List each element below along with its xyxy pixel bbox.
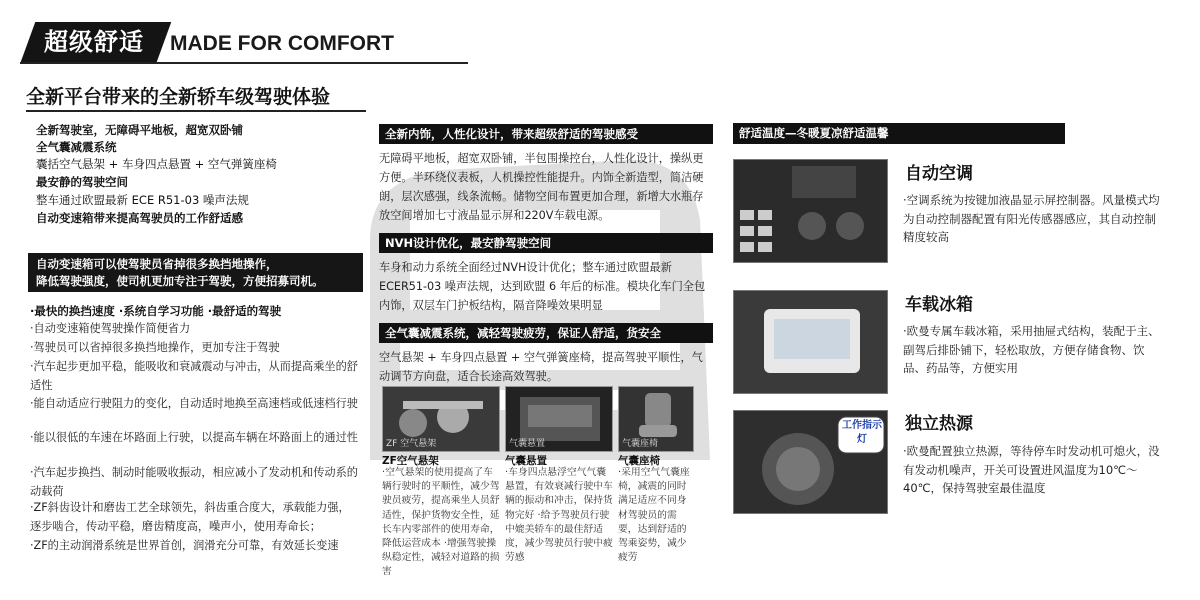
feature-line-1: 全新驾驶室，无障碍平地板，超宽双卧铺 — [36, 123, 243, 137]
section-head-airbag: 全气囊减震系统，减轻驾驶疲劳，保证人舒适，货安全 — [379, 323, 713, 343]
section-text-interior: 无障碍平地板，超宽双卧铺，半包围操控台，人性化设计，操纵更方便。半环绕仪表板，人机操控性能提升。内饰全新造型，简洁硬朗，层次感强，线条流畅。储物空间布置更加合理，新增大水瓶存放空间增加七寸液晶显示屏和220V车载电源。 — [379, 152, 704, 222]
feature-line-5: 整车通过欧盟最新 ECE R51-03 噪声法规 — [36, 193, 249, 207]
feature-line-2: 全气囊减震系统 — [36, 140, 117, 154]
section-text-nvh: 车身和动力系统全面经过NVH设计优化；整车通过欧盟最新ECER51-03 噪声法规，达到欧盟 6 年后的标准。模块化车门全包内饰，双层车门护板结构，隔音降噪效果明显 — [379, 261, 706, 312]
feature-line-6: 自动变速箱带来提高驾驶员的工作舒适感 — [36, 211, 243, 225]
item-text-fridge: ·欧曼专属车载冰箱，采用抽屉式结构，装配于主、副驾后排卧铺下，轻松取放，方便存储食物、饮品、药品等，方便实用 — [903, 324, 1160, 375]
bullet-item: ·ZF斜齿设计和磨齿工艺全球领先，斜齿重合度大，承载能力强，逐步啮合，传动平稳，磨齿精度高，噪声小，使用寿命长； — [30, 501, 350, 533]
section-head-interior: 全新内饰，人性化设计，带来超级舒适的驾驶感受 — [379, 124, 713, 144]
header-underline — [20, 62, 468, 64]
page-subtitle: 全新平台带来的全新轿车级驾驶体验 — [26, 86, 331, 108]
bullet-item: ·能以很低的车速在坏路面上行驶，以提高车辆在坏路面上的通过性 — [30, 431, 358, 444]
item-text-heater: ·欧曼配置独立热源，等待停车时发动机可熄火，没有发动机噪声，开关可设置进风温度为10℃～40℃，保持驾驶室最佳温度 — [903, 444, 1160, 495]
item-title-heater: 独立热源 — [905, 414, 973, 434]
column-text-air-seat: ·采用空气气囊座椅，减震的同时满足适应不同身材驾驶员的需要，达到舒适的驾乘姿势，减少疲劳 — [618, 467, 690, 564]
bullet-item: ·自动变速箱使驾驶操作简便省力 — [30, 322, 191, 335]
air-seat-photo — [618, 386, 694, 452]
column-text-cab-suspension: ·车身四点悬浮空气气囊悬置，有效衰减行驶中车辆的振动和冲击，保持货物完好 ·给予驾驶员行驶中媲美轿车的最佳舒适度，减少驾驶员行驶中疲劳感 — [505, 467, 613, 564]
fridge-illustration — [734, 291, 888, 394]
feature-line-3: 囊括空气悬架 + 车身四点悬置 + 空气弹簧座椅 — [36, 157, 277, 171]
photo-caption: ZF 空气悬架 — [386, 439, 437, 449]
photo-caption: 气囊悬置 — [509, 439, 546, 449]
right-section-head: 舒适温度—冬暖夏凉舒适温馨 — [733, 123, 1065, 144]
indicator-light-label: 工作指示灯 — [842, 420, 882, 445]
banner-line-1: 自动变速箱可以使驾驶员省掉很多换挡地操作， — [36, 257, 278, 271]
ac-panel-illustration — [734, 160, 888, 263]
fridge-photo — [733, 290, 888, 394]
bullet-item: ·汽车起步换挡、制动时能吸收振动，相应减小了发动机和传动系的动载荷 — [30, 466, 358, 498]
header-title-en: MADE FOR COMFORT — [170, 32, 394, 55]
section-text-airbag: 空气悬架 + 车身四点悬置 + 空气弹簧座椅，提高驾驶平顺性，气动调节方向盘，适合长途高效驾驶。 — [379, 351, 703, 383]
bullet-item: ·驾驶员可以省掉很多换挡地操作，更加专注于驾驶 — [30, 341, 280, 354]
ac-control-photo — [733, 159, 888, 263]
item-text-ac: ·空调系统为按键加液晶显示屏控制器。风量模式均为自动控制器配置有阳光传感器感应，其自动控制精度较高 — [903, 193, 1160, 244]
bullet-item: ·能自动适应行驶阻力的变化，自动适时地换至高速档或低速档行驶 — [30, 397, 358, 410]
header-title-cn: 超级舒适 — [44, 28, 144, 56]
column-text-air-suspension: ·空气悬架的使用提高了车辆行驶时的平顺性，减少驾驶员疲劳，提高乘坐人员舒适性，保护货物安全性，延长车内零部件的使用寿命，降低运营成本 ·增强驾驶操纵稳定性，减轻对道路的损害 — [382, 467, 500, 578]
item-title-fridge: 车载冰箱 — [905, 295, 973, 315]
bullet-item: ·ZF的主动润滑系统是世界首创，润滑充分可靠，有效延长变速 — [30, 539, 339, 552]
column-title-air-seat: 气囊座椅 — [618, 455, 660, 467]
item-title-ac: 自动空调 — [905, 164, 973, 184]
cab-suspension-photo — [505, 386, 613, 452]
transmission-highlights: ·最快的换挡速度 ·系统自学习功能 ·最舒适的驾驶 — [30, 304, 282, 318]
heater-photo — [733, 410, 888, 514]
column-title-air-suspension: ZF空气悬架 — [382, 455, 439, 467]
column-title-cab-suspension: 气囊悬置 — [505, 455, 547, 467]
section-head-nvh: NVH设计优化，最安静驾驶空间 — [379, 233, 713, 253]
subtitle-underline — [26, 110, 366, 112]
air-suspension-photo — [382, 386, 500, 452]
transmission-banner — [28, 253, 363, 292]
banner-line-2: 降低驾驶强度，使司机更加专注于驾驶，方便招募司机。 — [36, 274, 324, 288]
bullet-item: ·汽车起步更加平稳，能吸收和衰减震动与冲击，从而提高乘坐的舒适性 — [30, 360, 358, 392]
photo-caption: 气囊座椅 — [622, 439, 659, 449]
feature-line-4: 最安静的驾驶空间 — [36, 175, 128, 189]
